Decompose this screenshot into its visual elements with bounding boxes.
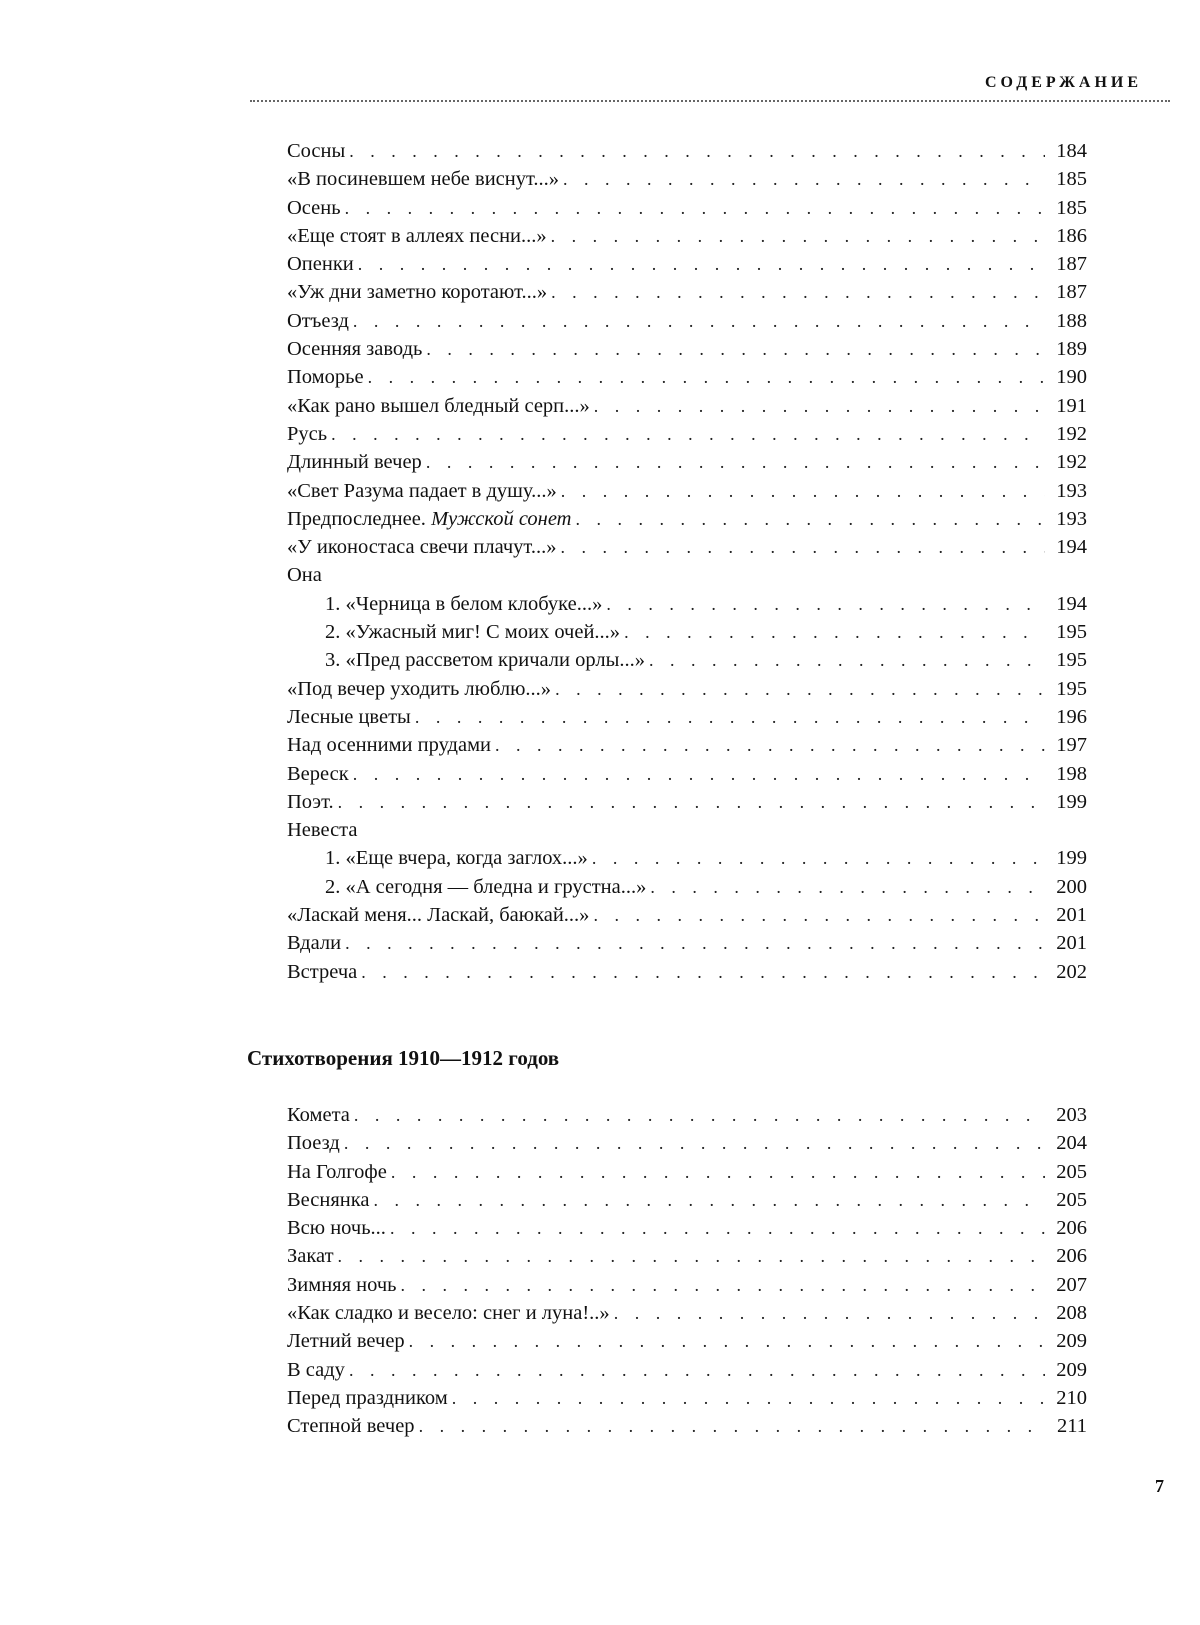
toc-entry-title-text: Предпоследнее. [287, 507, 426, 530]
section-heading: Стихотворения 1910—1912 годов [247, 1046, 560, 1070]
dot-leader [426, 448, 1045, 476]
toc-entry-page: 204 [1056, 1132, 1087, 1155]
dot-leader [391, 1158, 1045, 1186]
toc-entry-page: 193 [1056, 507, 1087, 530]
dot-leader [349, 137, 1045, 165]
toc-entry-title-text: В саду [287, 1358, 345, 1381]
toc-entry-page: 195 [1056, 649, 1087, 672]
dot-leader [353, 307, 1045, 335]
toc-entry-title [287, 505, 571, 533]
toc-entry [287, 165, 1087, 193]
dot-leader [361, 958, 1045, 986]
toc-entry-title-text: 1. «Еще вчера, когда заглох...» [325, 847, 588, 870]
toc-entry [287, 278, 1087, 306]
toc-entry-page: 189 [1056, 338, 1087, 361]
toc-entry [287, 505, 1087, 533]
toc-entry-title [287, 760, 349, 788]
toc-entry-title [287, 1412, 415, 1440]
toc-entry-title [287, 958, 357, 986]
toc-entry-title-text: «Ласкай меня... Ласкай, баюкай...» [287, 904, 590, 927]
toc-entry [287, 703, 1087, 731]
toc-entry-page: 201 [1056, 904, 1087, 927]
toc-entry [287, 1214, 1087, 1242]
toc-entry-title-text: Поэт. [287, 790, 334, 813]
dot-leader [426, 335, 1045, 363]
toc-entry-title [287, 1242, 334, 1270]
toc-entry-title [325, 873, 646, 901]
toc-entry [287, 222, 1087, 250]
toc-entry [287, 250, 1087, 278]
dot-leader [575, 505, 1045, 533]
toc-entry-title-text: Поморье [287, 366, 364, 389]
toc-entry-title [287, 703, 411, 731]
toc-entry-page: 193 [1056, 479, 1087, 502]
toc-entry-title [287, 250, 354, 278]
toc-entry-page: 188 [1056, 309, 1087, 332]
dot-leader [349, 1356, 1045, 1384]
toc-entry [287, 1271, 1087, 1299]
dot-leader [415, 703, 1045, 731]
toc-entry-page: 206 [1056, 1217, 1087, 1240]
toc-entry-page: 202 [1056, 960, 1087, 983]
toc-entry-title-text: Всю ночь... [287, 1217, 386, 1240]
toc-entry-title [287, 1158, 387, 1186]
dot-leader [593, 901, 1045, 929]
toc-entry [287, 901, 1087, 929]
toc-entry-title [287, 1129, 340, 1157]
toc-entry-page: 190 [1056, 366, 1087, 389]
toc-entry-title-text: 2. «А сегодня — бледна и грустна...» [325, 875, 647, 898]
toc-entry-page: 196 [1056, 705, 1087, 728]
dot-leader [606, 590, 1045, 618]
toc-entry-title [287, 448, 422, 476]
toc-entry-title-text: «Как рано вышел бледный серп...» [287, 394, 590, 417]
toc-entry-title [287, 1327, 405, 1355]
toc-entry [287, 1384, 1087, 1412]
toc-entry [287, 137, 1087, 165]
toc-entry-title [287, 165, 559, 193]
toc-entry [287, 307, 1087, 335]
toc-entry [287, 1356, 1087, 1384]
toc-entry-title-text: «Свет Разума падает в душу...» [287, 479, 557, 502]
toc-entry-title-text: «У иконостаса свечи плачут...» [287, 536, 557, 559]
dot-leader [649, 646, 1045, 674]
toc-entry-page: 205 [1056, 1188, 1087, 1211]
dot-leader [368, 363, 1045, 391]
toc-entry-title [287, 731, 491, 759]
toc-entry [287, 1412, 1087, 1440]
toc-entry-page: 186 [1056, 224, 1087, 247]
toc-entry-page: 191 [1056, 394, 1087, 417]
dot-leader [650, 873, 1045, 901]
toc-entry [287, 590, 1087, 618]
dot-leader [390, 1214, 1045, 1242]
dot-leader [345, 929, 1045, 957]
toc-entry-title-text: Летний вечер [287, 1330, 405, 1353]
toc-entry-page: 194 [1056, 592, 1087, 615]
toc-entry-title [287, 1299, 610, 1327]
toc-entry-title [287, 788, 334, 816]
toc-entry-title [287, 392, 590, 420]
toc-entry-title-text: Веснянка [287, 1188, 370, 1211]
toc-entry-title-text: «Еще стоят в аллеях песни...» [287, 224, 547, 247]
toc-entry [287, 1158, 1087, 1186]
dot-leader [354, 1101, 1045, 1129]
toc-entry-title-text: На Голгофе [287, 1160, 387, 1183]
toc-entry-page: 184 [1056, 140, 1087, 162]
toc-entry-title [287, 901, 589, 929]
toc-entry-title-text: Сосны [287, 140, 346, 162]
toc-entry [287, 533, 1087, 561]
toc-entry-title [287, 363, 364, 391]
dot-leader [624, 618, 1045, 646]
dot-leader [345, 194, 1045, 222]
toc-entry-title [287, 194, 341, 222]
toc-entry-subtitle: Мужской сонет [431, 507, 572, 530]
toc-entry [287, 477, 1087, 505]
toc-entry-title [287, 1356, 345, 1384]
dot-leader [358, 250, 1045, 278]
toc-entry [287, 194, 1087, 222]
toc-entry-page: 199 [1056, 790, 1087, 813]
dot-leader [452, 1384, 1045, 1412]
dot-leader [338, 788, 1045, 816]
toc-entry-title [325, 646, 645, 674]
toc-entry-title-text: «Под вечер уходить люблю...» [287, 677, 552, 700]
toc-entry-title-text: Русь [287, 422, 328, 445]
toc-entry-title-text: 1. «Черница в белом клобуке...» [325, 592, 603, 615]
dot-leader [495, 731, 1045, 759]
toc-entry [287, 1129, 1087, 1157]
toc-entry-title [287, 307, 349, 335]
dot-leader [561, 477, 1045, 505]
toc-entry-title-text: Невеста [287, 819, 358, 842]
toc-entry-title-text: Поезд [287, 1132, 340, 1155]
dot-leader [551, 222, 1045, 250]
toc-entry-page: 198 [1056, 762, 1087, 785]
toc-entry-title-text: Опенки [287, 253, 354, 276]
dot-leader [419, 1412, 1045, 1440]
toc-entry [287, 392, 1087, 420]
toc-entry [287, 1186, 1087, 1214]
toc-entry [287, 844, 1087, 872]
toc-entry-title-text: Она [287, 564, 322, 587]
toc-entry-page: 201 [1056, 932, 1087, 955]
toc-entry-page: 199 [1056, 847, 1087, 870]
toc-entry [287, 448, 1087, 476]
toc-entry-title [287, 1384, 448, 1412]
dot-leader [551, 278, 1045, 306]
dot-leader [344, 1129, 1045, 1157]
toc-entry-page: 207 [1056, 1273, 1087, 1296]
toc-entry-title-text: Осень [287, 196, 341, 219]
toc-entry [287, 731, 1087, 759]
toc-entry-title-text: «Как сладко и весело: снег и луна!..» [287, 1302, 610, 1325]
toc-entry [287, 958, 1087, 986]
toc-entry [287, 618, 1087, 646]
dot-leader [374, 1186, 1045, 1214]
toc-entry-page: 195 [1056, 621, 1087, 644]
toc-entry-page: 195 [1056, 677, 1087, 700]
toc-entry-page: 185 [1056, 168, 1087, 191]
toc-entry-title [325, 844, 588, 872]
page-number: 7 [1155, 1476, 1164, 1496]
toc-entry-page: 200 [1056, 875, 1087, 898]
toc-entry-title-text: Вереск [287, 762, 349, 785]
toc-entry-title [287, 137, 345, 165]
toc-entry [287, 335, 1087, 363]
toc-entry-title-text: Вдали [287, 932, 342, 955]
toc-entry-title [287, 477, 557, 505]
toc-entry-title-text: 3. «Пред рассветом кричали орлы...» [325, 649, 645, 672]
toc-entry-title [287, 1101, 350, 1129]
toc-entry-page: 203 [1056, 1104, 1087, 1126]
toc-entry-title-text: 2. «Ужасный миг! С моих очей...» [325, 621, 621, 644]
toc-entry [287, 1101, 1087, 1129]
toc-entry-title [287, 222, 547, 250]
dot-leader [614, 1299, 1045, 1327]
toc-entry-page: 209 [1056, 1358, 1087, 1381]
toc-entry [287, 929, 1087, 957]
toc-entry [287, 1242, 1087, 1270]
toc-entry-title-text: Длинный вечер [287, 451, 422, 474]
toc-entry-title [287, 561, 322, 589]
dot-leader [592, 844, 1045, 872]
toc-entry [287, 760, 1087, 788]
toc-entry-page: 208 [1056, 1302, 1087, 1325]
toc-entry-title-text: Отъезд [287, 309, 349, 332]
toc-entry-page: 205 [1056, 1160, 1087, 1183]
toc-entry [287, 1299, 1087, 1327]
toc-entry-title-text: «В посиневшем небе виснут...» [287, 168, 560, 191]
toc-entry [287, 646, 1087, 674]
toc-entry [287, 420, 1087, 448]
toc-entry-title-text: Закат [287, 1245, 334, 1268]
toc-entry-title-text: Над осенними прудами [287, 734, 492, 757]
toc-entry-title-text: Лесные цветы [287, 705, 411, 728]
dot-leader [563, 165, 1045, 193]
toc-entry-title-text: Перед праздником [287, 1386, 448, 1409]
toc-entry-title [287, 1186, 370, 1214]
toc-entry-title-text: Встреча [287, 960, 358, 983]
toc-list-part2 [287, 1101, 1087, 1441]
toc-entry-title [287, 335, 422, 363]
toc-entry-title-text: Зимняя ночь [287, 1273, 397, 1296]
dot-leader [338, 1242, 1045, 1270]
toc-entry-title [287, 929, 341, 957]
toc-entry-title [287, 278, 547, 306]
toc-entry-title [325, 590, 602, 618]
toc-entry-page: 187 [1056, 281, 1087, 304]
toc-entry-page: 194 [1056, 536, 1087, 559]
toc-entry [287, 561, 1087, 589]
toc-entry [287, 873, 1087, 901]
toc-entry-title [287, 1271, 397, 1299]
dot-leader [555, 675, 1045, 703]
toc-entry-page: 187 [1056, 253, 1087, 276]
dot-leader [560, 533, 1045, 561]
toc-entry-title [325, 618, 620, 646]
toc-entry-title-text: «Уж дни заметно коротают...» [287, 281, 548, 304]
toc-entry-title [287, 420, 327, 448]
toc-entry [287, 1327, 1087, 1355]
toc-entry-title [287, 533, 556, 561]
toc-entry-page: 192 [1056, 422, 1087, 445]
toc-entry-page: 209 [1056, 1330, 1087, 1353]
toc-entry-title [287, 675, 551, 703]
toc-entry-page: 185 [1056, 196, 1087, 219]
toc-entry-page: 197 [1056, 734, 1087, 757]
toc-entry [287, 675, 1087, 703]
dot-leader [353, 760, 1045, 788]
toc-entry-title [287, 816, 357, 844]
toc-entry-page: 206 [1056, 1245, 1087, 1268]
toc-entry [287, 363, 1087, 391]
toc-entry [287, 816, 1087, 844]
toc-entry-page: 192 [1056, 451, 1087, 474]
header-rule [250, 100, 1170, 102]
toc-entry-title-text: Комета [287, 1104, 350, 1126]
dot-leader [401, 1271, 1045, 1299]
toc-list-part1 [287, 137, 1087, 986]
toc-entry-page: 211 [1057, 1415, 1087, 1438]
dot-leader [409, 1327, 1045, 1355]
running-head: СОДЕРЖАНИЕ [985, 74, 1143, 91]
toc-entry-title-text: Степной вечер [287, 1415, 415, 1438]
toc-entry-page: 210 [1056, 1386, 1087, 1409]
dot-leader [331, 420, 1045, 448]
toc-entry-title [287, 1214, 386, 1242]
toc-entry-title-text: Осенняя заводь [287, 338, 423, 361]
toc-entry [287, 788, 1087, 816]
dot-leader [594, 392, 1045, 420]
